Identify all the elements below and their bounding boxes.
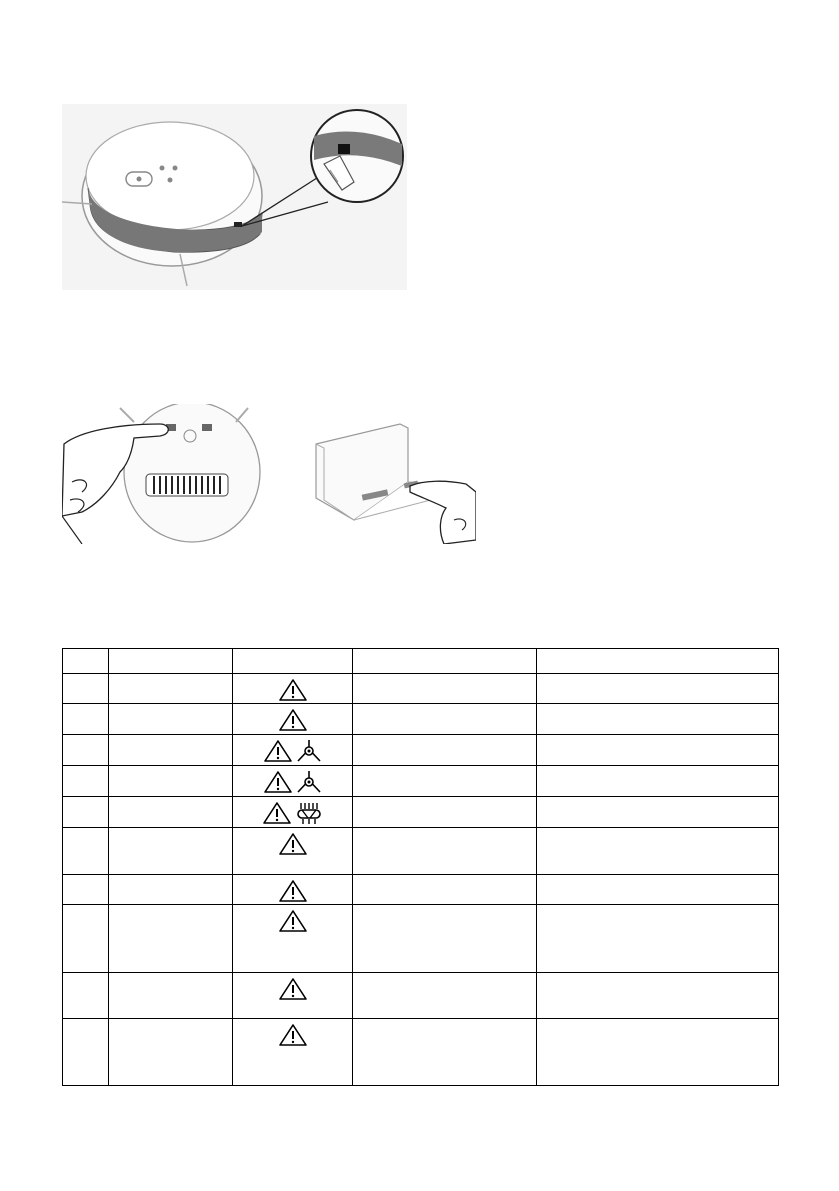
table-row <box>63 674 779 704</box>
robot-bumper-figure <box>62 104 407 290</box>
warning-icon <box>262 801 292 825</box>
side-brush-icon <box>296 770 322 794</box>
table-row <box>63 828 779 875</box>
table-row <box>63 905 779 973</box>
warning-icon <box>263 739 293 763</box>
table-row <box>63 704 779 735</box>
warning-icon <box>278 708 308 732</box>
warning-icon <box>278 832 308 856</box>
table-header-row <box>63 649 779 674</box>
warning-icon <box>278 879 308 903</box>
warning-icon <box>278 1023 308 1047</box>
column-header <box>537 649 779 674</box>
table-row <box>63 797 779 828</box>
warning-icon <box>263 770 293 794</box>
table-row <box>63 1019 779 1086</box>
dock-contacts-figure <box>314 420 476 544</box>
warning-icon <box>278 678 308 702</box>
robot-contacts-figure <box>62 404 262 544</box>
table-row <box>63 875 779 905</box>
column-header <box>63 649 109 674</box>
table-row <box>63 735 779 766</box>
column-header <box>353 649 537 674</box>
column-header <box>109 649 233 674</box>
column-header <box>233 649 353 674</box>
side-brush-icon <box>296 739 322 763</box>
warning-icon <box>278 909 308 933</box>
main-brush-icon <box>295 801 323 825</box>
table-row <box>63 973 779 1019</box>
warning-icon <box>278 977 308 1001</box>
error-table <box>62 648 779 1086</box>
table-row <box>63 766 779 797</box>
